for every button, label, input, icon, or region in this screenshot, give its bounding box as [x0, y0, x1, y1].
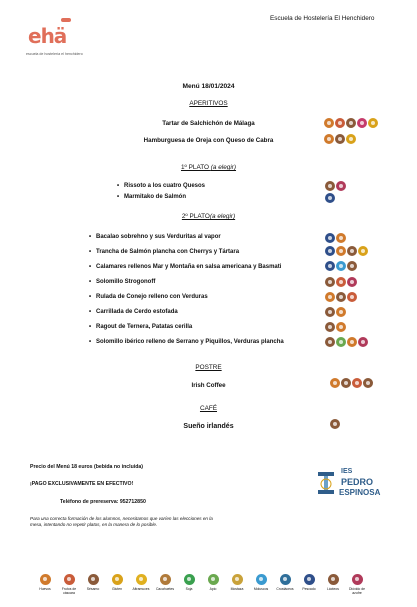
allergen-legend [34, 574, 368, 595]
dish-name: Tartar de Salchichón de Málaga [162, 120, 255, 127]
allergen-icon [336, 307, 346, 317]
allergen-icon [40, 574, 51, 585]
allergen-icons [325, 181, 346, 191]
legend-item [322, 574, 344, 595]
legend-item [346, 574, 368, 595]
allergen-icon [304, 574, 315, 585]
logo-text: ehä [28, 24, 67, 48]
allergen-icon [325, 233, 335, 243]
dish-name: • Solomillo Strogonoff [96, 279, 155, 285]
dish-name: • Trancha de Salmón plancha con Cherrys y Tártara [96, 249, 239, 255]
allergen-icon [184, 574, 195, 585]
dish-name: • Carrillada de Cerdo estofada [96, 309, 178, 315]
allergen-icons [325, 292, 357, 302]
allergen-icons [330, 419, 340, 429]
legend-item [298, 574, 320, 595]
note-text: Para una correcta formación de los alumnos, necesitamos que varíen las elecciones en la mesa, intentando no repetir platos, en la manera de lo posible. [30, 516, 213, 527]
allergen-icon [336, 181, 346, 191]
allergen-icon [64, 574, 75, 585]
section-heading-aperitivos: APERITIVOS [189, 100, 228, 107]
ies-text-line3: ESPINOSA [339, 488, 381, 497]
allergen-icon [335, 134, 345, 144]
section-heading-note: (a elegir) [210, 164, 237, 171]
dish-name: Sueño irlandés [183, 423, 234, 430]
menu-title: Menú 18/01/2024 [182, 83, 235, 90]
allergen-icon [232, 574, 243, 585]
legend-label: Frutos de cáscara [61, 587, 77, 595]
legend-item [58, 574, 80, 595]
legend-label: Altramuces [132, 587, 150, 591]
ies-emblem-icon [315, 470, 337, 498]
dish-name: • Marmitako de Salmón [124, 194, 186, 200]
allergen-icon [325, 261, 335, 271]
allergen-icon [330, 378, 340, 388]
allergen-icon [347, 292, 357, 302]
allergen-icons [325, 277, 357, 287]
allergen-icon [330, 419, 340, 429]
legend-item [178, 574, 200, 595]
legend-item [274, 574, 296, 595]
legend-label: Apio [209, 587, 217, 591]
legend-label: Lácteos [327, 587, 339, 591]
allergen-icon [335, 118, 345, 128]
legend-item [106, 574, 128, 595]
allergen-icon [336, 292, 346, 302]
dish-name: • Calamares rellenos Mar y Montaña en salsa americana y Basmati [96, 264, 281, 270]
legend-item [130, 574, 152, 595]
dish-name: Hamburguesa de Oreja con Queso de Cabra [143, 137, 274, 144]
phone-text: Teléfono de prereserva: 952712850 [60, 499, 146, 505]
allergen-icon [325, 337, 335, 347]
section-heading-postre: POSTRE [195, 364, 222, 371]
allergen-icon [341, 378, 351, 388]
legend-label: Sésamo [86, 587, 100, 591]
legend-item [226, 574, 248, 595]
allergen-icons [325, 193, 335, 203]
allergen-icon [136, 574, 147, 585]
legend-item [34, 574, 56, 595]
legend-label: Cacahuetes [155, 587, 175, 591]
allergen-icons [325, 246, 368, 256]
allergen-icon [256, 574, 267, 585]
allergen-icon [336, 246, 346, 256]
allergen-icons [325, 322, 346, 332]
legend-label: Gluten [112, 587, 122, 591]
allergen-icon [160, 574, 171, 585]
allergen-icon [346, 134, 356, 144]
legend-item [250, 574, 272, 595]
allergen-icons [325, 233, 346, 243]
legend-label: Huevos [39, 587, 51, 591]
section-heading-cafe: CAFÉ [199, 405, 218, 412]
allergen-icons [330, 378, 373, 388]
allergen-icon [280, 574, 291, 585]
logo-mark [61, 18, 71, 22]
allergen-icon [368, 118, 378, 128]
allergen-icon [324, 134, 334, 144]
legend-label: Soja [185, 587, 193, 591]
legend-label: Moluscos [253, 587, 269, 591]
price-text: Precio del Menú 18 euros (bebida no incluida) [30, 464, 143, 470]
allergen-icon [358, 337, 368, 347]
allergen-icon [336, 261, 346, 271]
ies-text-line2: PEDRO [341, 477, 374, 487]
allergen-icon [347, 261, 357, 271]
allergen-icons [325, 261, 357, 271]
allergen-icon [336, 277, 346, 287]
legend-label: Mostaza [230, 587, 244, 591]
payment-text: ¡PAGO EXCLUSIVAMENTE EN EFECTIVO! [30, 481, 134, 487]
school-name: Escuela de Hostelería El Henchidero [270, 15, 375, 22]
allergen-icon [346, 118, 356, 128]
legend-item [202, 574, 224, 595]
allergen-icon [325, 277, 335, 287]
allergen-icon [336, 322, 346, 332]
legend-item [154, 574, 176, 595]
legend-label: Pescado [302, 587, 316, 591]
allergen-icon [336, 337, 346, 347]
dish-name: • Ragout de Ternera, Patatas cerilla [96, 324, 192, 330]
allergen-icon [328, 574, 339, 585]
allergen-icon [347, 246, 357, 256]
allergen-icon [358, 246, 368, 256]
allergen-icon [88, 574, 99, 585]
ies-text-line1: IES [341, 468, 353, 475]
allergen-icon [347, 337, 357, 347]
allergen-icon [336, 233, 346, 243]
section-heading-note: (a elegir) [209, 213, 236, 220]
dish-name: • Bacalao sobrehno y sus Verduritas al vapor [96, 234, 221, 240]
allergen-icons [325, 307, 346, 317]
allergen-icon [324, 118, 334, 128]
allergen-icon [325, 246, 335, 256]
allergen-icon [363, 378, 373, 388]
allergen-icon [325, 181, 335, 191]
allergen-icon [352, 574, 363, 585]
allergen-icon [325, 292, 335, 302]
allergen-icons [325, 337, 368, 347]
section-heading-primer-plato [0, 164, 417, 171]
allergen-icon [347, 277, 357, 287]
dish-name: • Rissoto a los cuatro Quesos [124, 183, 205, 189]
allergen-icon [352, 378, 362, 388]
ies-logo [315, 466, 385, 506]
legend-item [82, 574, 104, 595]
dish-name: • Solomillo ibérico relleno de Serrano y Piquillos, Verduras plancha [96, 339, 284, 345]
section-heading: 1º PLATO [180, 164, 210, 171]
dish-name: • Rulada de Conejo relleno con Verduras [96, 294, 208, 300]
allergen-icon [112, 574, 123, 585]
dish-name: Irish Coffee [191, 382, 226, 389]
legend-label: Crustáceos [276, 587, 294, 591]
allergen-icon [325, 193, 335, 203]
section-heading-segundo-plato [0, 213, 417, 220]
allergen-icons [324, 134, 356, 144]
logo-subtitle: escuela de hostelería el henchidero [26, 52, 83, 56]
allergen-icon [325, 322, 335, 332]
allergen-icon [325, 307, 335, 317]
section-heading: 2º PLATO [181, 213, 210, 220]
allergen-icons [324, 118, 378, 128]
school-logo [26, 18, 88, 56]
allergen-icon [357, 118, 367, 128]
allergen-icon [208, 574, 219, 585]
legend-label: Dióxido de azufre [348, 587, 366, 595]
